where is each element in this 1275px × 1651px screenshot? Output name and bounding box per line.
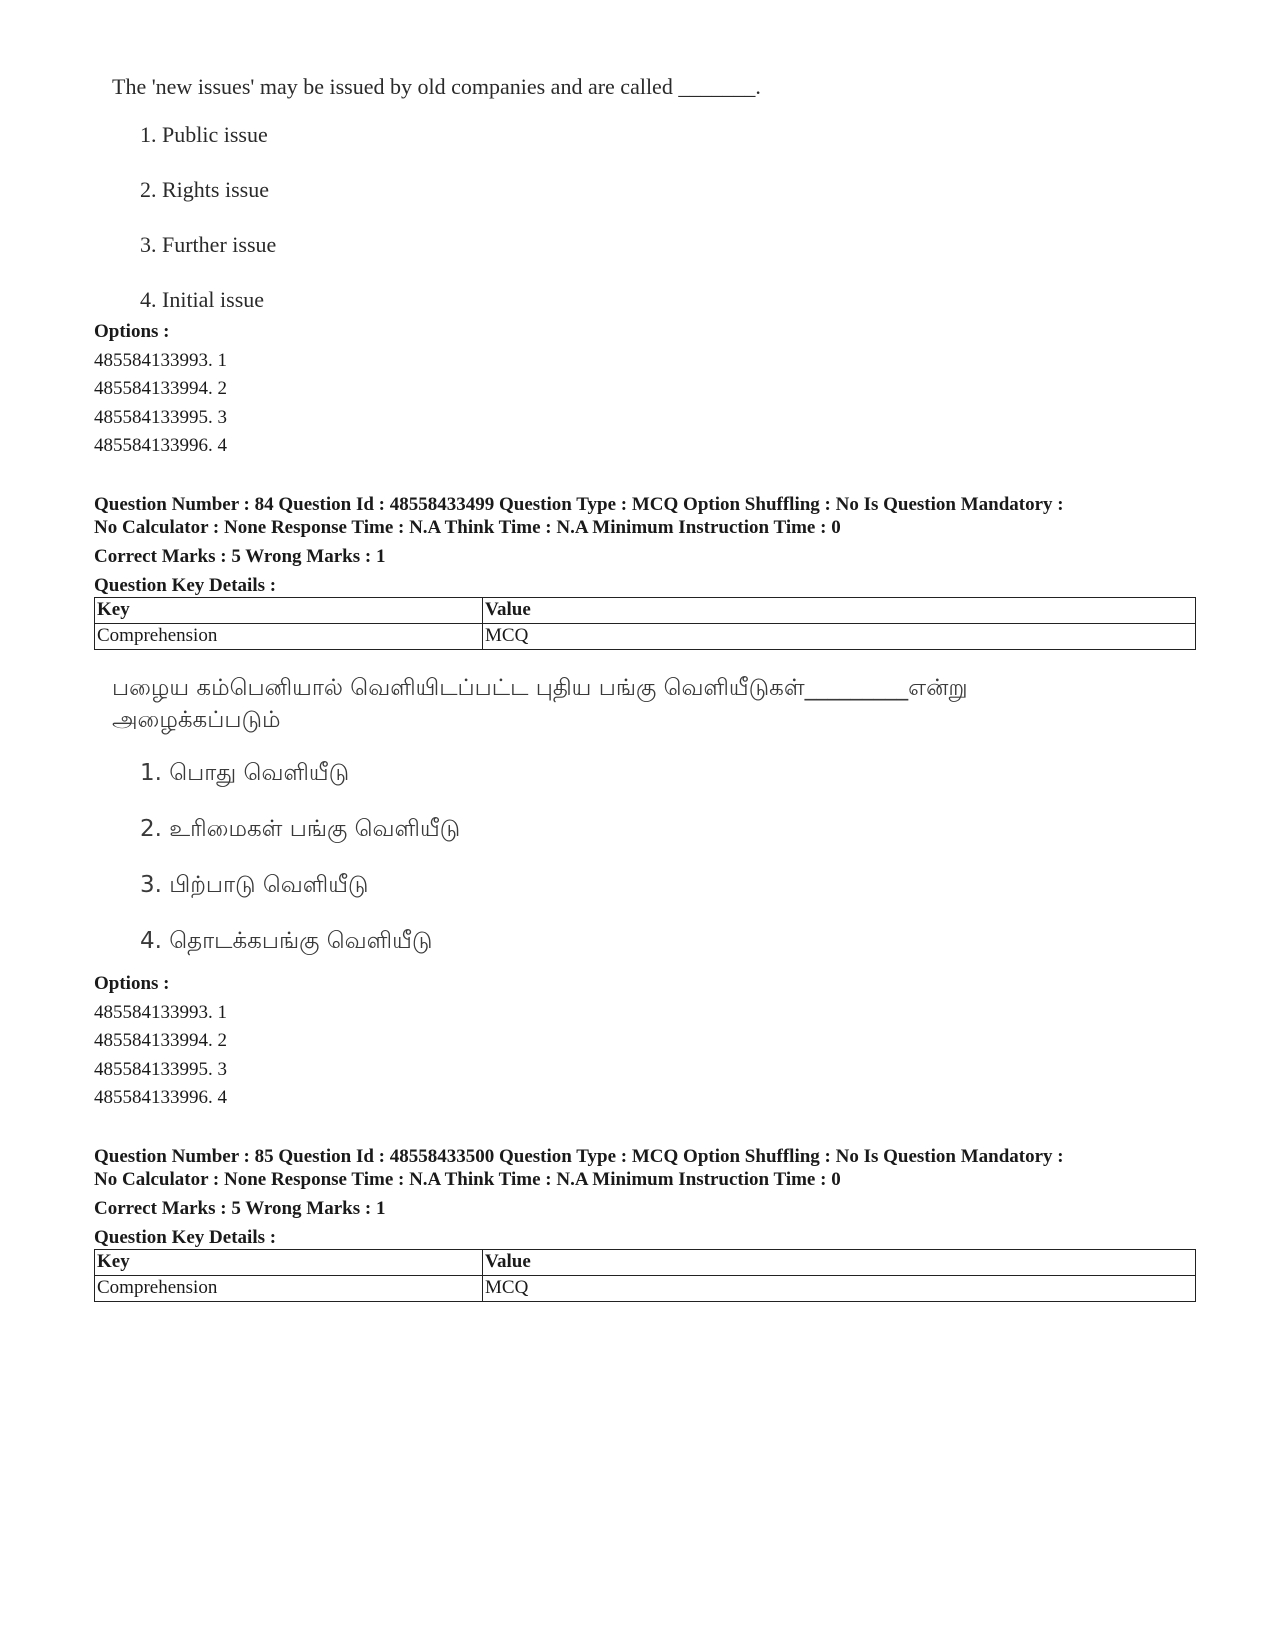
option-id-4: 485584133996. 4: [94, 435, 227, 456]
options-label: Options :: [94, 321, 170, 342]
marks-line: Correct Marks : 5 Wrong Marks : 1: [94, 546, 386, 567]
key-details-table-85: [94, 1249, 1196, 1302]
option-id-3: 485584133995. 3: [94, 1058, 227, 1080]
option-id-1: 485584133993. 1: [94, 349, 227, 371]
marks-line: Correct Marks : 5 Wrong Marks : 1: [94, 1198, 386, 1219]
meta-line-1: Question Number : 84 Question Id : 48558433499 Question Type : MCQ Option Shuffling : No Is Question Mandatory :: [94, 494, 1064, 515]
header-key: Key: [95, 598, 483, 624]
header-value: Value: [483, 598, 1196, 624]
table-row: [95, 1276, 1196, 1302]
meta-line-2: No Calculator : None Response Time : N.A Think Time : N.A Minimum Instruction Time : 0: [94, 1169, 841, 1190]
options-list-84: [94, 970, 227, 1113]
choice-4-tamil: 4. தொடக்கபங்கு வெளியீடு: [140, 928, 433, 954]
cell-value: MCQ: [483, 624, 1196, 650]
choice-2-tamil: 2. உரிமைகள் பங்கு வெளியீடு: [140, 816, 461, 842]
header-key: Key: [95, 1250, 483, 1276]
choice-1: 1. Public issue: [140, 122, 268, 147]
option-id-1: 485584133993. 1: [94, 1001, 227, 1023]
key-details-label: Question Key Details :: [94, 1227, 277, 1248]
question-text-english: [112, 74, 761, 342]
key-details-table-84: [94, 597, 1196, 650]
cell-value: MCQ: [483, 1276, 1196, 1302]
option-id-4: 485584133996. 4: [94, 1087, 227, 1108]
question-stem: The 'new issues' may be issued by old companies and are called _______.: [112, 74, 761, 99]
choice-4: 4. Initial issue: [140, 287, 265, 312]
option-id-2: 485584133994. 2: [94, 378, 227, 399]
cell-key: Comprehension: [95, 624, 483, 650]
question-text-tamil: [112, 672, 1122, 982]
choice-2: 2. Rights issue: [140, 177, 269, 202]
question-meta-85: [94, 1145, 1204, 1249]
option-id-2: 485584133994. 2: [94, 1030, 227, 1051]
choice-1-tamil: 1. பொது வெளியீடு: [140, 760, 350, 786]
options-label: Options :: [94, 973, 170, 994]
meta-line-2: No Calculator : None Response Time : N.A Think Time : N.A Minimum Instruction Time : 0: [94, 517, 841, 538]
question-stem-tamil: பழைய கம்பெனியால் வெளியிடப்பட்ட புதிய பங்கு வெளியீடுகள்_________என்று அழைக்கப்படும்: [112, 675, 968, 733]
table-header-row: [95, 1250, 1196, 1276]
table-header-row: [95, 598, 1196, 624]
cell-key: Comprehension: [95, 1276, 483, 1302]
choice-3-tamil: 3. பிற்பாடு வெளியீடு: [140, 872, 369, 898]
question-meta-84: [94, 493, 1204, 597]
meta-line-1: Question Number : 85 Question Id : 48558433500 Question Type : MCQ Option Shuffling : No Is Question Mandatory :: [94, 1146, 1064, 1167]
choice-3: 3. Further issue: [140, 232, 277, 257]
header-value: Value: [483, 1250, 1196, 1276]
key-details-label: Question Key Details :: [94, 575, 277, 596]
options-list: [94, 318, 227, 461]
option-id-3: 485584133995. 3: [94, 406, 227, 428]
table-row: [95, 624, 1196, 650]
